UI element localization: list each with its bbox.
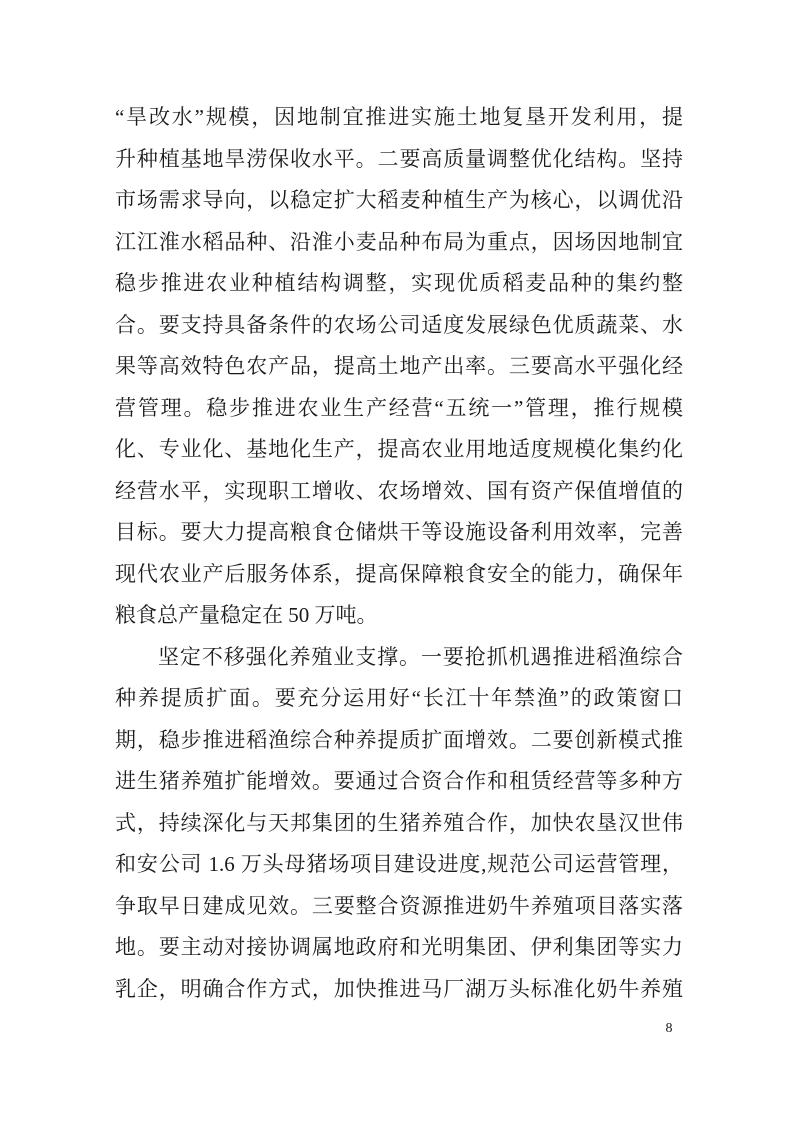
text-line: 争取早日建成见效。三要整合资源推进奶牛养殖项目落实落 [115,893,683,918]
text-line: 地。要主动对接协调属地政府和光明集团、伊利集团等实力 [115,935,683,959]
text-line: 期，稳步推进稻渔综合种养提质扩面增效。二要创新模式推 [115,727,683,752]
text-line: 营管理。稳步推进农业生产经营“五统一”管理，推行规模 [115,395,683,420]
text-line: “旱改水”规模，因地制宜推进实施土地复垦开发利用，提 [115,105,683,129]
text-line: 坚定不移强化养殖业支撑。一要抢抓机遇推进稻渔综合 [158,644,683,669]
body-text [115,97,683,1010]
text-line: 粮食总产量稳定在 50 万吨。 [115,603,378,627]
page-number: 8 [665,1021,673,1036]
text-line: 和安公司 1.6 万头母猪场项目建设进度,规范公司运营管理， [115,852,683,876]
text-line: 进生猪养殖扩能增效。要通过合资合作和租赁经营等多种方 [115,769,683,793]
text-line: 合。要支持具备条件的农场公司适度发展绿色优质蔬菜、水 [115,312,683,337]
text-line: 乳企，明确合作方式，加快推进马厂湖万头标准化奶牛养殖 [115,976,683,1001]
text-line: 市场需求导向，以稳定扩大稻麦种植生产为核心，以调优沿 [115,188,683,212]
text-line: 经营水平，实现职工增收、农场增效、国有资产保值增值的 [115,478,683,503]
text-line: 式，持续深化与天邦集团的生猪养殖合作，加快农垦汉世伟 [115,810,683,835]
text-line: 目标。要大力提高粮食仓储烘干等设施设备利用效率，完善 [115,520,683,544]
text-line: 果等高效特色农产品，提高土地产出率。三要高水平强化经 [115,354,683,378]
text-line: 化、专业化、基地化生产，提高农业用地适度规模化集约化 [115,437,683,461]
text-line: 升种植基地旱涝保收水平。二要高质量调整优化结构。坚持 [115,146,683,171]
text-line: 现代农业产后服务体系，提高保障粮食安全的能力，确保年 [115,561,683,586]
text-line: 稳步推进农业种植结构调整，实现优质稻麦品种的集约整 [115,271,683,295]
text-line: 江江淮水稻品种、沿淮小麦品种布局为重点，因场因地制宜 [115,229,683,254]
text-line: 种养提质扩面。要充分运用好“长江十年禁渔”的政策窗口 [115,686,683,710]
